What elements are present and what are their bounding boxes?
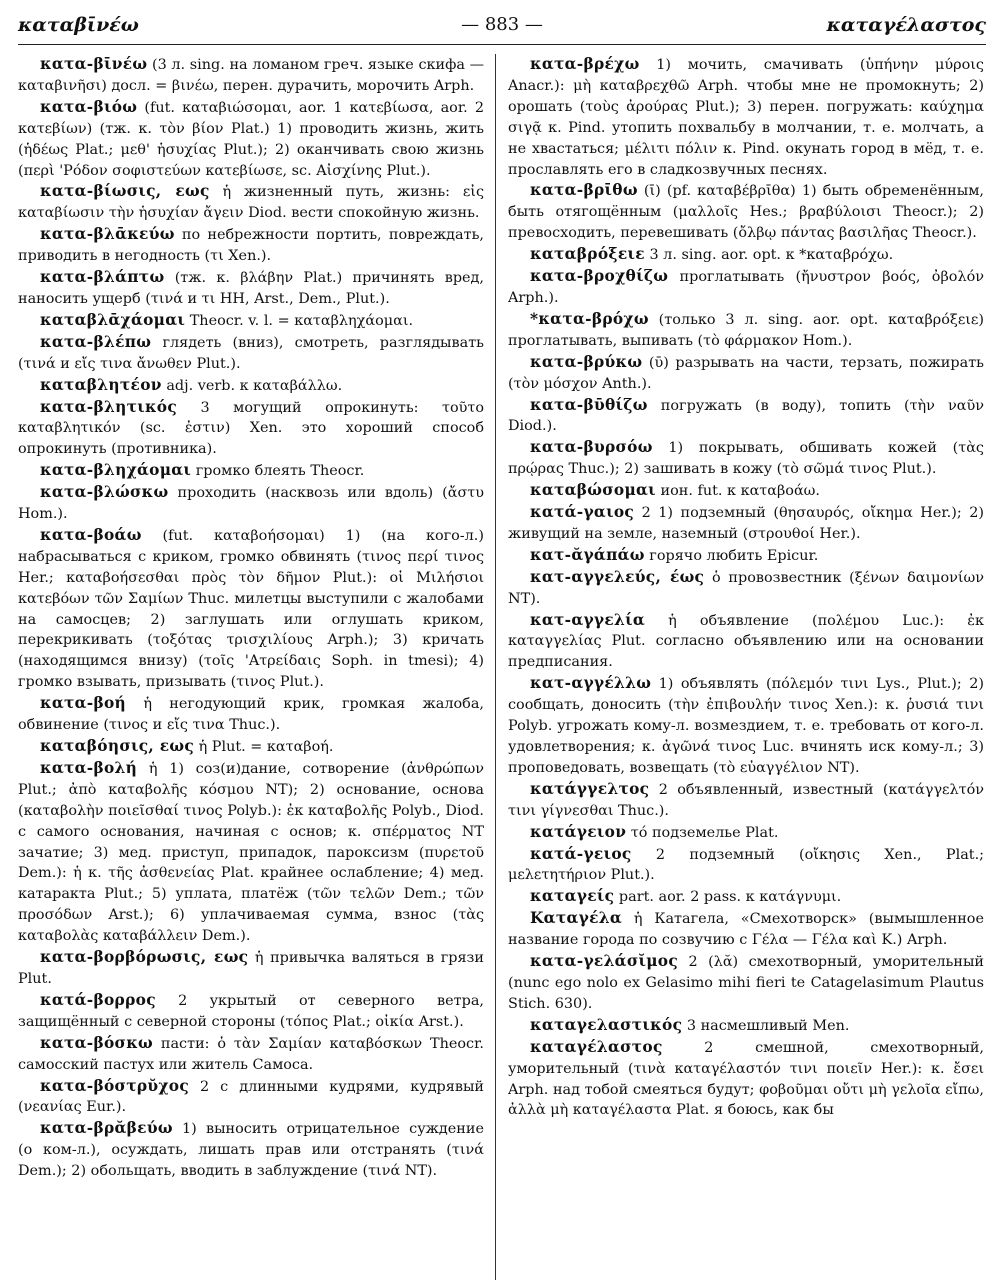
entry-headword: κατ-αγγέλλω [530, 674, 652, 693]
entry-headword: κατα-βλώσκω [40, 483, 169, 502]
entry-headword: κατα-βρύκω [530, 352, 643, 371]
entry-definition: 1) покрывать, обшивать кожей (τὰς πρῴρας Thuc.); 2) зашивать в кожу (τὸ σῶμά τινος Plut.). [508, 440, 984, 478]
entry-definition: ион. fut. к καταβοάω. [655, 483, 820, 500]
entry-headword: κατα-βλᾱκεύω [40, 225, 175, 244]
dictionary-entry [18, 1076, 484, 1119]
entry-definition: проглатывать (ἤνυστρον βοός, ὀβολόν Arph.). [508, 269, 984, 306]
entry-definition: 2 смешной, смехотворный, уморительный (τινὰ καταγέλαστόν τινι ποιεῖν Her.): κ. ἔσει Arph. над тобой смеяться будут; φοβοῦμαι οὔτι μὴ γελοῖα εἴπω, ἀλλὰ μὴ καταγέλαστα Plat. я боюсь, как бы [508, 1039, 984, 1119]
entry-definition: (ῡ) разрывать на части, терзать, пожирать (τὸν μόσχον Anth.). [508, 354, 984, 392]
entry-definition: 3 л. sing. aor. opt. к *καταβρόχω. [644, 247, 894, 264]
entry-definition: 3 насмешливый Men. [682, 1017, 850, 1034]
dictionary-entry [508, 1015, 984, 1037]
entry-definition: по небрежности портить, повреждать, приводить в негодность (τι Xen.). [18, 227, 484, 265]
entry-definition: 2 подземный (οἴκησις Xen., Plat.; μελετητήριον Plut.). [508, 846, 984, 884]
dictionary-entry [508, 844, 984, 887]
entry-headword: κατα-βληχάομαι [40, 461, 192, 480]
right-column [508, 54, 984, 1280]
entry-headword: καταγέλαστος [530, 1037, 663, 1056]
entry-headword: κατά-γειος [530, 844, 632, 863]
dictionary-entry [508, 908, 984, 951]
entry-headword: κατα-βῑνέω [40, 55, 148, 73]
dictionary-entry [18, 1118, 484, 1182]
entry-definition: (только 3 л. sing. aor. opt. καταβρόξειε) проглатывать, выпивать (τὸ φάρμακον Hom.). [508, 311, 984, 349]
entry-headword: κατ-αγγελεύς, έως [530, 567, 705, 586]
left-column [18, 54, 484, 1280]
dictionary-entry [508, 180, 984, 244]
entry-headword: Καταγέλα [530, 909, 622, 928]
dictionary-entry [508, 822, 984, 844]
dictionary-entry [508, 567, 984, 610]
entry-definition: Theocr. v. l. = καταβληχάομαι. [185, 312, 414, 329]
entry-headword: καταβώσομαι [530, 481, 656, 500]
entry-headword: κατα-βῡθίζω [530, 395, 648, 414]
entry-headword: κατα-βιόω [40, 97, 138, 116]
dictionary-entry [508, 610, 984, 674]
entry-headword: καταγελαστικός [530, 1015, 683, 1034]
dictionary-entry [508, 309, 984, 352]
dictionary-entry [508, 951, 984, 1015]
dictionary-entry [508, 779, 984, 822]
page-header [18, 10, 986, 45]
entry-definition: adj. verb. к καταβάλλω. [161, 377, 343, 394]
entry-headword: κατα-βλητικός [40, 397, 178, 416]
entry-definition: 2 с длинными кудрями, кудрявый (νεανίας Eur.). [18, 1078, 484, 1116]
entry-headword: κατ-ᾰγάπάω [530, 545, 645, 564]
entry-definition: (3 л. sing. на ломаном греч. языке скифа — καταβινῆσι) досл. = βινέω, перен. дурачить, морочить Arph. [18, 57, 484, 94]
dictionary-entry [18, 990, 484, 1033]
entry-definition: 2 (λᾰ) смехотворный, уморительный (nunc ego nolo ex Gelasimo mihi fieri te Catagelasimum Plautus Stich. 630). [508, 954, 984, 1012]
entry-headword: *κατα-βρόχω [530, 309, 649, 328]
entry-headword: κατα-βοάω [40, 525, 142, 544]
dictionary-entry [18, 332, 484, 375]
dictionary-entry [18, 947, 484, 990]
entry-headword: κατα-βροχθίζω [530, 267, 669, 286]
entry-headword: κατάγγελτος [530, 779, 650, 798]
dictionary-entry [508, 480, 984, 502]
entry-headword: κατα-βολή [40, 758, 138, 777]
entry-definition: 2 1) подземный (θησαυρός, οἴκημα Her.); 2) живущий на земле, наземный (στρουθοί Her.). [508, 505, 984, 542]
entry-headword: κατα-βόστρῠχος [40, 1076, 190, 1095]
entry-headword: κατα-βυρσόω [530, 438, 653, 457]
dictionary-entry [18, 224, 484, 267]
entry-headword: κατα-βορβόρωσις, εως [40, 948, 249, 967]
entry-definition: (fut. καταβιώσομαι, aor. 1 κατεβίωσα, aor. 2 κατεβίων) (тж. κ. τὸν βίον Plat.) 1) проводить жизнь, жить (ἡδέως Plat.; μεθ' ἡσυχίας Plut.); 2) оканчивать свою жизнь (περὶ 'Ρόδον σοφιστεύων κατεβίωσε, sc. Αἰσχίνης Plut.). [18, 99, 484, 179]
entry-definition: ἡ привычка валяться в грязи Plut. [18, 950, 484, 987]
entry-definition: 1) выносить отрицательное суждение (о ком-л.), осуждать, лишать прав или отстранять (τινά Dem.); 2) обольщать, вводить в заблуждение (τινά NT). [18, 1121, 484, 1180]
dictionary-entry [18, 375, 484, 397]
entry-headword: κατά-βορρος [40, 990, 156, 1009]
entry-definition: горячо любить Epicur. [644, 547, 819, 564]
entry-headword: καταβόησις, εως [40, 737, 195, 755]
dictionary-entry [18, 397, 484, 461]
dictionary-entry [508, 352, 984, 395]
dictionary-entry [18, 693, 484, 736]
entry-headword: κατα-βοή [40, 694, 127, 713]
entry-definition: ἡ объявление (πολέμου Luc.): ἐκ καταγγελίας Plut. согласно объявлению или на основании предписания. [508, 612, 984, 671]
dictionary-entry [18, 1033, 484, 1076]
dictionary-entry [18, 310, 484, 332]
dictionary-entry [18, 482, 484, 525]
dictionary-entry [508, 545, 984, 567]
entry-definition: 3 могущий опрокинуть: τοῦτο καταβλητικόν (sc. ἐστιν) Xen. это хороший способ опрокинуть (противника). [18, 399, 484, 458]
entry-definition: громко блеять Theocr. [191, 463, 365, 480]
entry-definition: 2 объявленный, известный (κατάγγελτόν τινι γίγνεσθαι Thuc.). [508, 781, 984, 819]
entry-definition: погружать (в воду), топить (τὴν ναῦν Diod.). [508, 397, 984, 435]
entry-headword: κατ-αγγελία [530, 610, 646, 629]
entry-headword: κατάγειον [530, 822, 627, 841]
entry-definition: глядеть (вниз), смотреть, разглядывать (τινά и εἴς τινα ἄνωθεν Plut.). [18, 334, 484, 372]
dictionary-entry [18, 97, 484, 182]
dictionary-entry [18, 736, 484, 758]
entry-definition: ἡ Катагела, «Смехотворск» (вымышленное название города по созвучию с Γέλα — Γέλα καὶ Κ.) Arph. [508, 911, 984, 949]
dictionary-entry [508, 54, 984, 180]
entry-headword: κατα-βρᾰβεύω [40, 1119, 173, 1138]
dictionary-entry [508, 886, 984, 908]
entry-definition: ἡ 1) соз(и)дание, сотворение (ἀνθρώπων Plut.; ἀπὸ καταβολῆς κόσμου NT); 2) основание, основа (καταβολὴν ποιεῖσθαί τινος Polyb.): ἐκ καταβολῆς Polyb., Diod. с самого основания, начиная с основ; κ. σπέρματος NT зачатие; 3) мед. приступ, припадок, пароксизм (πυρετοῦ Dem.): ἡ κ. τῆς ἀσθενείας Plat. крайнее ослабление; 4) мед. катаракта Plut.; 5) уплата, платёж (τῶν τελῶν Dem.; τῶν προσόδων Arst.); 6) уплачиваемая сумма, взнос (τὰς καταβολὰς καταβάλλειν Dem.). [18, 760, 484, 945]
entry-headword: κατα-γελάσῐμος [530, 952, 679, 971]
entry-definition: (тж. κ. βλάβην Plat.) причинять вред, наносить ущерб (τινά и τι HH, Arst., Dem., Plut.). [18, 270, 484, 307]
entry-headword: κατά-γαιος [530, 503, 635, 522]
entry-definition: пасти: ὁ τὰν Σαμίαν καταβόσκων Theocr. самосский пастух или житель Самоса. [18, 1035, 484, 1073]
entry-definition: (fut. καταβοήσομαι) 1) (на кого-л.) набрасываться с криком, громко обвинять (τινος περί τινος Her.; καταβοήσεσθαι πρὸς τὸν δῆμον Plut.): οἱ Μιλήσιοι κατεβόων τῶν Σαμίων Thuc. милетцы выступили с жалобами на самосцев; 2) заглушать или оглушать криком, перекрикивать (τοξότας τρισχιλίους Arph.); 3) кричать (находящимся внизу) (τοῖς 'Ατρείδαις Soph. in tmesi); 4) громко взывать, призывать (τινος Plut.). [18, 527, 484, 691]
dictionary-entry [18, 54, 484, 97]
entry-headword: κατα-βλέπω [40, 332, 152, 351]
entry-headword: καταβρόξειε [530, 245, 645, 264]
dictionary-entry [508, 395, 984, 438]
dictionary-entry [508, 1037, 984, 1122]
dictionary-entry [508, 437, 984, 480]
entry-definition: ἡ Plut. = καταβοή. [194, 739, 334, 755]
entry-definition: 1) объявлять (πόλεμόν τινι Lys., Plut.); 2) сообщать, доносить (τὴν ἐπιβουλήν τινος Xen.): κ. ῥυσιά τινι Polyb. угрожать кому-л. возмездием, т. е. требовать от кого-л. удовлетворения; κ. ἀγῶνά τινος Luc. вчинять иск кому-л.; 3) проповедовать, возвещать (τὸ εὐαγγέλιον NT). [508, 676, 984, 776]
entry-definition: 2 укрытый от северного ветра, защищённый с северной стороны (τόπος Plat.; οἰκία Arst.). [18, 992, 484, 1030]
dictionary-entry [508, 502, 984, 545]
column-divider [495, 54, 496, 1280]
entry-definition: τό подземелье Plat. [626, 824, 779, 841]
entry-definition: ἡ жизненный путь, жизнь: εἰς καταβίωσιν τὴν ἡσυχίαν ἄγειν Diod. вести спокойную жизнь. [18, 184, 484, 222]
dictionary-entry [18, 267, 484, 310]
entry-definition: ὁ провозвестник (ξένων δαιμονίων NT). [508, 569, 984, 607]
dictionary-entry [508, 266, 984, 309]
entry-headword: καταβλητέον [40, 375, 162, 394]
entry-headword: καταγείς [530, 887, 615, 906]
entry-definition: проходить (насквозь или вдоль) (ἄστυ Hom.). [18, 485, 484, 523]
dictionary-entry [508, 244, 984, 266]
right-running-headword: καταγέλαστος [826, 14, 986, 36]
entry-headword: κατα-βλάπτω [40, 268, 165, 287]
dictionary-entry [18, 758, 484, 947]
entry-definition: ἡ негодующий крик, громкая жалоба, обвинение (τινος и εἴς τινα Thuc.). [18, 696, 484, 734]
page-number: — 883 — [461, 14, 543, 35]
dictionary-entry [18, 181, 484, 224]
entry-definition: part. aor. 2 pass. к κατάγνυμι. [614, 889, 842, 906]
dictionary-entry [18, 460, 484, 482]
entry-headword: κατα-βίωσις, εως [40, 182, 210, 201]
dictionary-entry [508, 673, 984, 779]
entry-headword: κατα-βόσκω [40, 1033, 153, 1052]
entry-headword: κατα-βρέχω [530, 55, 640, 73]
entry-definition: 1) мочить, смачивать (ὑπήνην μύροις Anacr.): μὴ καταβρεχθῶ Arph. чтобы мне не промокнуть; 2) орошать (τοὺς ἀρούρας Plut.); 3) перен. погружать: καύχημα σιγᾷ κ. Pind. утопить похвальбу в молчании, т. е. молчать, а не хвастаться; μέλιτι πόλιν κ. Pind. окунать город в мёд, т. е. прославлять его в сладкозвучных песнях. [508, 57, 984, 178]
left-running-headword: καταβῑνέω [18, 14, 139, 36]
entry-headword: καταβλᾱχάομαι [40, 310, 186, 329]
entry-headword: κατα-βρῑθω [530, 181, 638, 200]
entry-definition: (ῑ) (pf. καταβέβρῑθα) 1) быть обременённым, быть отягощённым (μαλλοῖς Hes.; βραβύλοισι Theocr.); 2) превосходить, перевешивать (ὄλβῳ πάντας βασιλῆας Theocr.). [508, 183, 984, 242]
dictionary-entry [18, 525, 484, 693]
